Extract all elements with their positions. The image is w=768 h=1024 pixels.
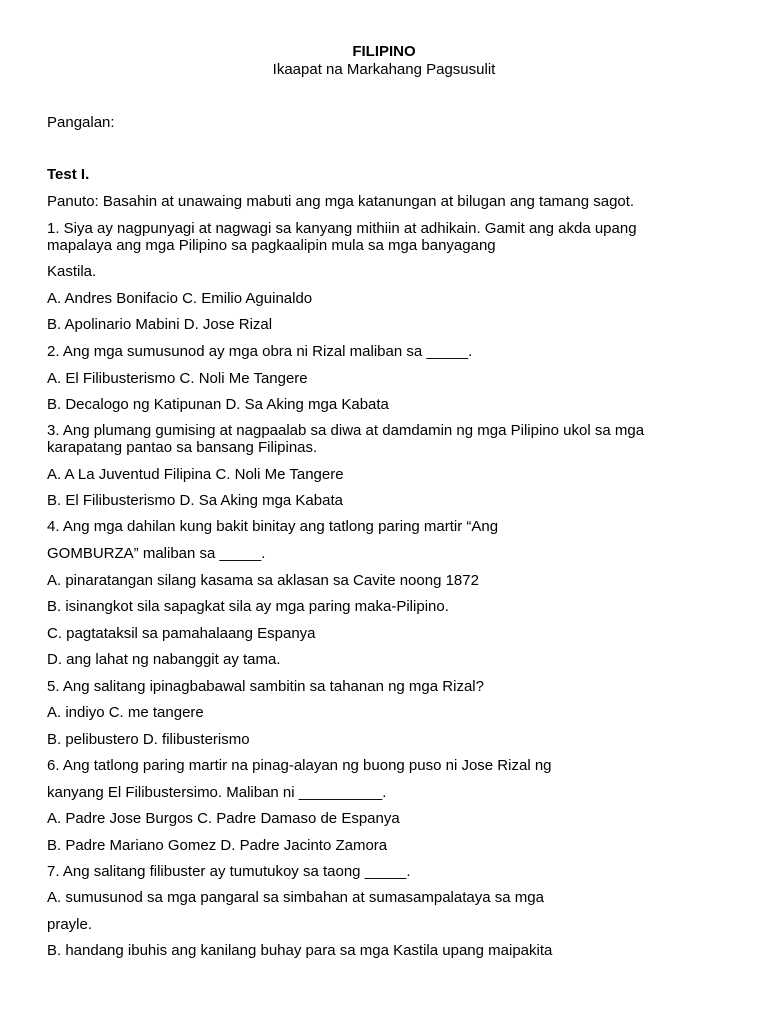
question-4-text: 4. Ang mga dahilan kung bakit binitay ang tatlong paring martir “Ang — [47, 518, 499, 535]
question-5-text: 5. Ang salitang ipinagbabawal sambitin sa tahanan ng mga Rizal? — [47, 678, 484, 695]
question-2-choice-b-d: B. Decalogo ng Katipunan D. Sa Aking mga Kabata — [47, 396, 389, 413]
question-6-text-continued: kanyang El Filibustersimo. Maliban ni __________. — [47, 784, 387, 801]
question-1-text: 1. Siya ay nagpunyagi at nagwagi sa kanyang mithiin at adhikain. Gamit ang akda upang mapalaya ang mga Pilipino sa pagkaalipin mula sa mga banyagang — [47, 220, 637, 254]
question-2-choice-a-c: A. El Filibusterismo C. Noli Me Tangere — [47, 370, 308, 387]
question-1-choice-b-d: B. Apolinario Mabini D. Jose Rizal — [47, 316, 273, 333]
document-title: FILIPINO — [352, 43, 416, 60]
test-heading: Test I. — [47, 166, 90, 183]
question-6-text: 6. Ang tatlong paring martir na pinag-alayan ng buong puso ni Jose Rizal ng — [47, 757, 552, 774]
question-7-text: 7. Ang salitang filibuster ay tumutukoy sa taong _____. — [47, 863, 411, 880]
question-5-choice-b-d: B. pelibustero D. filibusterismo — [47, 731, 250, 748]
question-7-choice-a: A. sumusunod sa mga pangaral sa simbahan at sumasampalataya sa mga — [47, 889, 544, 906]
question-6-choice-b-d: B. Padre Mariano Gomez D. Padre Jacinto Zamora — [47, 837, 388, 854]
question-7-choice-b: B. handang ibuhis ang kanilang buhay para sa mga Kastila upang maipakita — [47, 942, 553, 959]
question-5-choice-a-c: A. indiyo C. me tangere — [47, 704, 204, 721]
question-3-choice-a-c: A. A La Juventud Filipina C. Noli Me Tangere — [47, 466, 344, 483]
question-2-text: 2. Ang mga sumusunod ay mga obra ni Rizal maliban sa _____. — [47, 343, 473, 360]
question-3-text: 3. Ang plumang gumising at nagpaalab sa diwa at damdamin ng mga Pilipino ukol sa mga karapatang pantao sa bansang Filipinas. — [47, 422, 645, 456]
document-header — [0, 43, 768, 79]
question-4-choice-d: D. ang lahat ng nabanggit ay tama. — [47, 651, 281, 668]
document-subtitle: Ikaapat na Markahang Pagsusulit — [272, 61, 496, 78]
question-1-choice-a-c: A. Andres Bonifacio C. Emilio Aguinaldo — [47, 290, 313, 307]
question-3-choice-b-d: B. El Filibusterismo D. Sa Aking mga Kabata — [47, 492, 343, 509]
question-6-choice-a-c: A. Padre Jose Burgos C. Padre Damaso de Espanya — [47, 810, 400, 827]
name-label: Pangalan: — [47, 114, 115, 131]
question-4-choice-c: C. pagtataksil sa pamahalaang Espanya — [47, 625, 316, 642]
question-1-text-continued: Kastila. — [47, 263, 97, 280]
question-4-text-continued: GOMBURZA” maliban sa _____. — [47, 545, 266, 562]
question-7-choice-a-continued: prayle. — [47, 916, 93, 933]
instructions: Panuto: Basahin at unawaing mabuti ang mga katanungan at bilugan ang tamang sagot. — [47, 193, 635, 210]
question-4-choice-a: A. pinaratangan silang kasama sa aklasan sa Cavite noong 1872 — [47, 572, 479, 589]
question-4-choice-b: B. isinangkot sila sapagkat sila ay mga paring maka-Pilipino. — [47, 598, 449, 615]
